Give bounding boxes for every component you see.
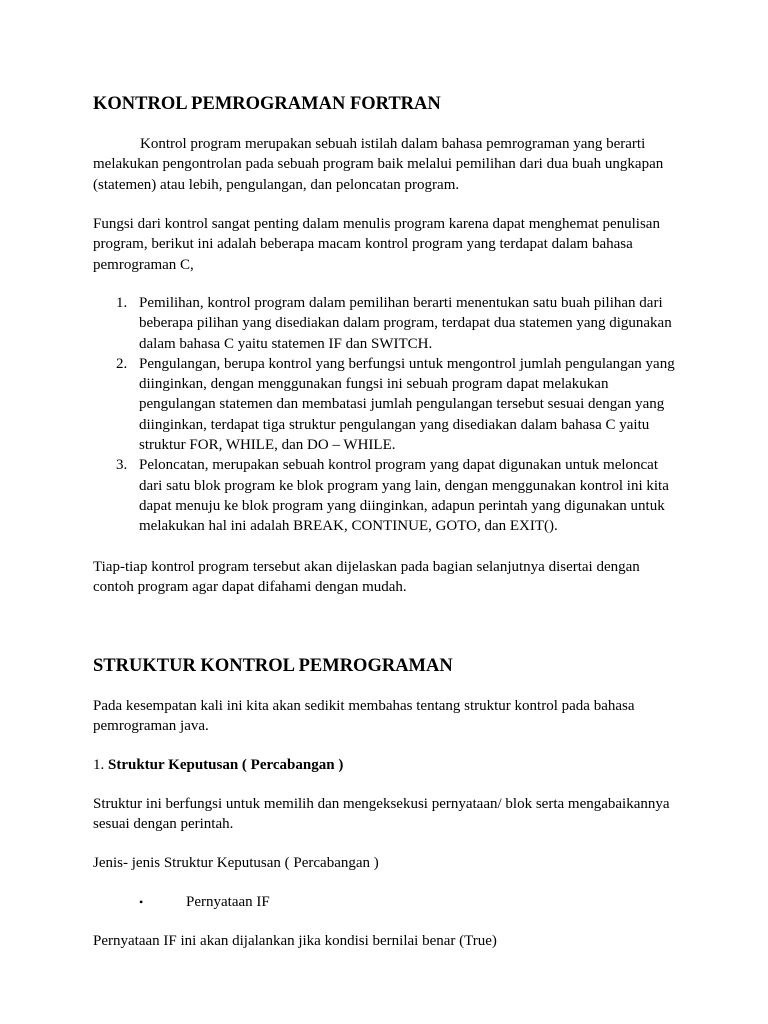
section-heading-struktur-keputusan [93,755,679,775]
heading-kontrol-pemrograman-fortran: KONTROL PEMROGRAMAN FORTRAN [93,94,441,114]
list-item-text: Pemilihan, kontrol program dalam pemilihan berarti menentukan satu buah pilihan dari beberapa pilihan yang disediakan dalam program, terdapat dua statemen yang digunakan dalam bahasa C yaitu statemen IF dan SWITCH. [139,295,672,352]
list-item [93,354,683,455]
bullet-icon: • [139,895,144,909]
paragraph-intro: Kontrol program merupakan sebuah istilah dalam bahasa pemrograman yang berarti melakukan pengontrolan pada sebuah program baik melalui pemilihan dari dua buah ungkapan (statemen) atau lebih, pengulangan, dan peloncatan program. [93,136,664,193]
paragraph-struktur-fungsi: Struktur ini berfungsi untuk memilih dan mengeksekusi pernyataan/ blok serta mengabaikannya sesuai dengan perintah. [93,796,670,833]
paragraph-kesempatan: Pada kesempatan kali ini kita akan sedikit membahas tentang struktur kontrol pada bahasa pemrograman java. [93,698,635,735]
heading-struktur-kontrol-pemrograman: STRUKTUR KONTROL PEMROGRAMAN [93,656,453,676]
list-item-text: Pengulangan, berupa kontrol yang berfungsi untuk mengontrol jumlah pengulangan yang diinginkan, dengan menggunakan fungsi ini sebuah program dapat melakukan pengulangan statemen dan membatasi jumlah pengulangan tersebut sesuai dengan yang diinginkan, terdapat tiga struktur pengulangan yang disediakan dalam bahasa C yaitu struktur FOR, WHILE, dan DO – WHILE. [139,355,675,454]
list-number: 2. [116,355,128,372]
list-number: 3. [116,457,128,474]
list-item [93,455,683,536]
paragraph-pernyataan-if: Pernyataan IF ini akan dijalankan jika kondisi bernilai benar (True) [93,933,497,949]
list-number: 1. [116,295,128,311]
list-item-text: Peloncatan, merupakan sebuah kontrol program yang dapat digunakan untuk meloncat dari satu blok program ke blok program yang lain, dengan menggunakan kontrol ini kita dapat menuju ke blok program yang diinginkan, adapun perintah yang digunakan untuk melakukan hal ini adalah BREAK, CONTINUE, GOTO, dan EXIT(). [139,457,669,535]
list-item [93,293,683,354]
section-number: 1. [93,757,105,773]
paragraph-fungsi-kontrol: Fungsi dari kontrol sangat penting dalam menulis program karena dapat menghemat penulisan program, berikut ini adalah beberapa macam kontrol program yang terdapat dalam bahasa pemrograman C, [93,216,660,273]
paragraph-jenis-struktur: Jenis- jenis Struktur Keputusan ( Percabangan ) [93,855,379,871]
kontrol-program-list [93,293,683,537]
bullet-text: Pernyataan IF [186,894,270,910]
paragraph-tiap-tiap: Tiap-tiap kontrol program tersebut akan dijelaskan pada bagian selanjutnya disertai dengan contoh program agar dapat difahami dengan mudah. [93,559,640,596]
section-title: Struktur Keputusan ( Percabangan ) [108,757,344,773]
